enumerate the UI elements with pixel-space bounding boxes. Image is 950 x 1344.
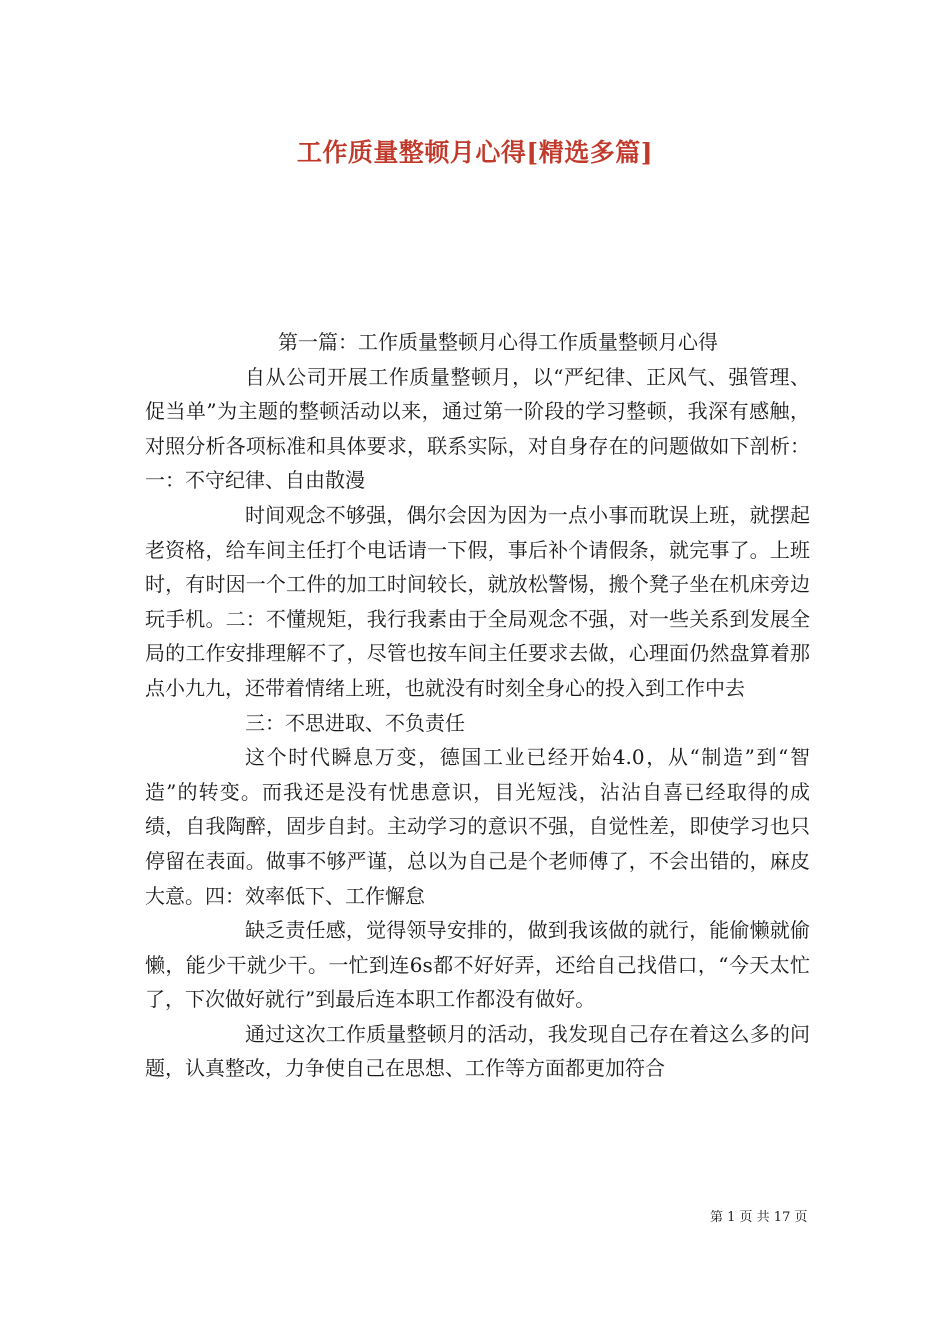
paragraph: 自从公司开展工作质量整顿月，以“严纪律、正风气、强管理、促当单”为主题的整顿活动以来，通过第一阶段的学习整顿，我深有感触，对照分析各项标准和具体要求，联系实际，对自身存在的问题做如下剖析：一：不守纪律、自由散漫: [145, 364, 810, 493]
paragraph: 时间观念不够强，偶尔会因为因为一点小事而耽误上班，就摆起老资格，给车间主任打个电话请一下假，事后补个请假条，就完事了。上班时，有时因一个工件的加工时间较长，就放松警惕，搬个凳子坐在机床旁边玩手机。二：不懂规矩，我行我素由于全局观念不强，对一些关系到发展全局的工作安排理解不了，尽管也按车间主任要求去做，心理面仍然盘算着那点小九九，还带着情绪上班，也就没有时刻全身心的投入到工作中去: [145, 502, 810, 700]
paragraph: 三：不思进取、不负责任: [245, 710, 465, 735]
page-number-footer: 第 1 页 共 17 页: [710, 1210, 808, 1225]
paragraph: 通过这次工作质量整顿月的活动，我发现自己存在着这么多的问题，认真整改，力争使自己在思想、工作等方面都更加符合: [145, 1021, 810, 1081]
document-body: [145, 325, 810, 1086]
document-title: 工作质量整顿月心得[精选多篇]: [296, 138, 654, 167]
paragraph: 缺乏责任感，觉得领导安排的，做到我该做的就行，能偷懒就偷懒，能少干就少干。一忙到连6s都不好好弄，还给自己找借口，“今天太忙了，下次做好就行”到最后连本职工作都没有做好。: [145, 918, 810, 1012]
section-heading: 第一篇：工作质量整顿月心得工作质量整顿月心得: [278, 330, 718, 354]
paragraph: 这个时代瞬息万变，德国工业已经开始4.0，从“制造”到“智造”的转变。而我还是没有忧患意识，目光短浅，沾沾自喜已经取得的成绩，自我陶醉，固步自封。主动学习的意识不强，自觉性差，即使学习也只停留在表面。做事不够严谨，总以为自己是个老师傅了，不会出错的，麻皮大意。四：效率低下、工作懈怠: [145, 745, 810, 908]
